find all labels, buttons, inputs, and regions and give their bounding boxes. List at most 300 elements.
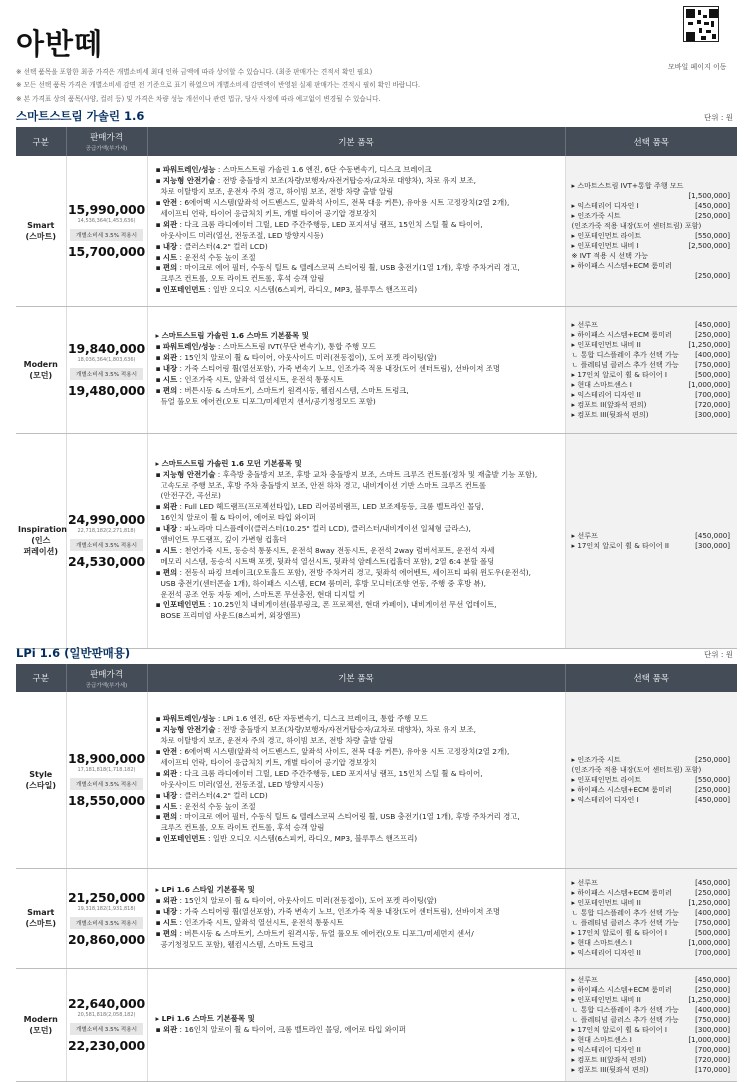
basic-item-text: : 인조가죽 시트, 앞좌석 열선시트, 운전석 통풍시트 (177, 918, 344, 927)
option-price: [720,000] (695, 1054, 730, 1064)
basic-item-text: : 가죽 스티어링 휠(열선포함), 가죽 변속기 노브, 인조가죽 적용 내장(도어 센터트림), 선바이저 조명 (177, 364, 501, 374)
price-value: 24,990,000 (67, 512, 146, 527)
basic-item (156, 524, 559, 535)
qr-caption: 모바일 페이지 이동 (668, 63, 727, 71)
trim-name-line: Smart (27, 220, 55, 230)
option-name: ▸ 인포테인먼트 라이트 (571, 774, 642, 784)
option-name: ▸ 인포테인먼트 내비 II (571, 898, 641, 907)
trim-name-line: Modern (23, 359, 58, 369)
option-item (572, 400, 731, 410)
option-name: ▸ 선루프 (571, 319, 598, 329)
option-item (572, 410, 731, 420)
option-price: [700,000] (695, 389, 730, 399)
basic-item (156, 331, 559, 342)
unit-label: 단위 : 원 (703, 113, 733, 122)
option-price: [700,000] (695, 1044, 730, 1054)
trim-name-line: (스마트) (25, 919, 56, 928)
trim-row (16, 868, 737, 968)
option-item (572, 320, 731, 330)
basic-item (156, 176, 559, 187)
basic-item-text: USB 충전기(센터콘솔 1개), 하이패스 시스템, ECM 룸미러, 후방 모니터(조향 연동, 주행 중 후방 뷰), (160, 578, 487, 588)
price-value: 18,900,000 (67, 751, 146, 767)
option-name: ▸ 현대 스마트센스 I (571, 1034, 632, 1044)
basic-item-category: 지능형 안전기술 (162, 176, 216, 186)
option-items (565, 968, 737, 1081)
price-cell (66, 306, 147, 433)
option-items (565, 868, 737, 968)
basic-item (156, 397, 559, 408)
option-item (572, 975, 731, 985)
bullet: ▪ (155, 545, 163, 555)
trim-row (16, 306, 737, 433)
option-item (572, 191, 731, 201)
header-price (66, 664, 147, 692)
bullet: ▸ (155, 331, 162, 341)
trim-name (16, 433, 66, 648)
option-item (572, 1035, 731, 1045)
basic-item-category: 외관 (162, 219, 178, 229)
option-price: [450,000] (695, 530, 730, 540)
tax-price-value: 24,530,000 (67, 554, 146, 569)
option-item (572, 380, 731, 390)
basic-item-text: 16인치 알로이 휠 & 타이어, 에어로 타입 와이퍼 (160, 513, 316, 523)
header-price-label: 판매가격 (90, 133, 123, 143)
basic-item (156, 253, 559, 264)
bullet: ▪ (155, 725, 163, 735)
option-price: [250,000] (695, 984, 730, 994)
price-cell (66, 968, 147, 1081)
basic-item-category: LPi 1.6 스타일 기본품목 및 (161, 885, 255, 895)
header-price-sub: 공급가액(부가세) (85, 682, 128, 689)
qr-code-icon[interactable] (683, 6, 719, 42)
basic-item-category: 외관 (162, 896, 178, 906)
option-name: ▸ 17인치 알로이 휠 & 타이어 II (571, 540, 670, 550)
basic-item (156, 590, 559, 601)
tax-label: 개별소비세 3.5% 적용시 (70, 1023, 143, 1035)
option-name: ▸ 컴포트 III(뒷좌석 편의) (571, 409, 649, 419)
option-items (565, 433, 737, 648)
basic-item-category: 지능형 안전기술 (162, 469, 216, 479)
bullet: ▪ (155, 928, 163, 938)
price-table (16, 664, 737, 1082)
basic-item-category: 인포테인먼트 (162, 285, 206, 295)
trim-name-line: 퍼레이션) (23, 547, 59, 556)
header-options: 선택 품목 (565, 127, 737, 156)
option-price: [250,000] (695, 270, 730, 280)
option-item (572, 765, 731, 775)
trim-name-line: (스타일) (25, 780, 56, 790)
option-price: [750,000] (695, 359, 730, 369)
trim-name-line: (인스 (31, 536, 51, 545)
bullet: ▪ (155, 176, 163, 186)
basic-item (156, 220, 559, 231)
option-item (572, 928, 731, 938)
option-name: ㄴ 플레티넘 클러스 추가 선택 가능 (571, 918, 679, 927)
header-options: 선택 품목 (565, 664, 737, 692)
option-name: ▸ 인포테인먼트 내비 II (571, 994, 641, 1004)
note: ※ 본 가격표 상의 품목(사양, 컬러 등) 및 가격은 차량 성능 개선이나 관련 법규, 당사 사정에 따라 예고없이 변경될 수 있습니다. (16, 94, 381, 103)
option-item (572, 231, 731, 241)
basic-item-category: 스마트스트림 가솔린 1.6 스마트 기본품목 및 (161, 331, 309, 341)
basic-item (156, 263, 559, 274)
basic-item-category: 시트 (162, 545, 178, 555)
trim-name (16, 306, 66, 433)
bullet: ▪ (155, 790, 163, 800)
basic-item (156, 274, 559, 285)
basic-item-text: (안전구간, 곡선로) (160, 491, 221, 501)
bullet: ▪ (155, 285, 163, 295)
basic-item-category: LPi 1.6 스마트 기본품목 및 (161, 1013, 255, 1023)
header-grade: 구분 (16, 127, 66, 156)
trim-row (16, 433, 737, 648)
supply-value: 19,318,182(1,931,818) (77, 905, 136, 912)
option-item (572, 1045, 731, 1055)
option-price: [1,250,000] (688, 994, 730, 1004)
option-price: [250,000] (695, 210, 730, 220)
option-item (572, 251, 731, 261)
tax-label: 개별소비세 3.5% 적용시 (70, 229, 143, 241)
basic-item (156, 481, 559, 492)
basic-item (156, 747, 559, 758)
basic-item-text: : 마이크로 에어 필터, 수동식 틸트 & 텔레스코픽 스티어링 휠, USB 충전기(1열 1개), 후방 주차거리 경고, (177, 263, 520, 273)
option-item (572, 541, 731, 551)
basic-items (147, 868, 565, 968)
option-name: ▸ 17인치 알로이 휠 & 타이어 I (571, 928, 667, 937)
basic-item-category: 안전 (162, 747, 178, 757)
option-item (572, 888, 731, 898)
basic-item-text: : 운전석 수동 높이 조절 (177, 801, 256, 811)
basic-item-text: 메모리 시스템, 동승석 시트백 포켓, 뒷좌석 열선시트, 뒷좌석 암레스트(컵홀더 포함), 2열 6:4 분할 폴딩 (160, 556, 495, 566)
option-price: [1,000,000] (688, 379, 730, 389)
bullet: ▸ (155, 458, 162, 468)
price-value: 21,250,000 (67, 889, 146, 905)
option-price: [300,000] (695, 1024, 730, 1034)
basic-item-category: 편의 (162, 812, 178, 822)
basic-item (156, 375, 559, 386)
basic-item-text: 아웃사이드 미러(열선, 전동조절, LED 방향지시등) (160, 230, 324, 240)
option-item (572, 1025, 731, 1035)
option-item (572, 201, 731, 211)
price-table (16, 127, 737, 649)
bullet: ▪ (155, 165, 163, 175)
basic-item (156, 470, 559, 481)
bullet: ▸ (155, 885, 162, 895)
option-name: ▸ 컴포트 III(뒷좌석 편의) (571, 1064, 649, 1074)
bullet: ▪ (155, 896, 163, 906)
option-item (572, 918, 731, 928)
basic-item (156, 1025, 559, 1036)
option-name: ▸ 인조가죽 시트 (571, 754, 621, 764)
option-item (572, 775, 731, 785)
basic-item-category: 파워트레인/성능 (162, 342, 216, 352)
option-items (565, 306, 737, 433)
basic-item (156, 736, 559, 747)
basic-item (156, 780, 559, 791)
bullet: ▪ (155, 1024, 163, 1034)
trim-name-line: Smart (27, 908, 55, 917)
basic-item-category: 파워트레인/성능 (162, 714, 216, 724)
basic-item (156, 918, 559, 929)
tax-price-value: 20,860,000 (67, 931, 146, 947)
option-item (572, 261, 731, 271)
basic-item-category: 외관 (162, 1024, 178, 1034)
basic-item-category: 내장 (162, 790, 178, 800)
option-name: ▸ 인포테인먼트 라이트 (571, 230, 642, 240)
option-price: [250,000] (695, 784, 730, 794)
trim-name-line: Style (29, 769, 53, 779)
trim-name-line: Modern (23, 1014, 58, 1024)
basic-item-text: 크루즈 컨트롤, 오토 라이트 컨트롤, 후석 승객 알림 (160, 823, 325, 833)
basic-item (156, 187, 559, 198)
basic-item-text: 세이프티 언락, 타이어 응급처치 키트, 개별 타이어 공기압 경보장치 (160, 757, 377, 767)
option-name: ㄴ 플레티넘 클러스 추가 선택 가능 (571, 1014, 679, 1024)
basic-item-text: 세이프티 언락, 타이어 응급처치 키트, 개별 타이어 공기압 경보장치 (160, 208, 377, 218)
tax-label: 개별소비세 3.5% 적용시 (70, 778, 143, 790)
basic-item (156, 342, 559, 353)
supply-value: 18,036,364(1,803,636) (77, 357, 136, 363)
option-item (572, 948, 731, 958)
price-cell (66, 692, 147, 868)
option-price: [700,000] (695, 948, 730, 957)
bullet: ▪ (155, 812, 163, 822)
bullet: ▪ (155, 241, 163, 251)
basic-item-category: 내장 (162, 241, 178, 251)
basic-item-category: 내장 (162, 524, 178, 534)
option-item (572, 390, 731, 400)
option-items (565, 692, 737, 868)
basic-items (147, 433, 565, 648)
option-item (572, 1005, 731, 1015)
option-name: ▸ 인포테인먼트 내비 II (571, 339, 641, 349)
basic-items (147, 968, 565, 1081)
trim-name-line: Inspiration (18, 525, 68, 534)
option-price: [400,000] (695, 349, 730, 359)
header-price-label: 판매가격 (90, 669, 123, 680)
basic-item (156, 725, 559, 736)
basic-item-category: 편의 (162, 263, 178, 273)
header-basic: 기본 품목 (147, 127, 565, 156)
basic-item-category: 인포테인먼트 (162, 834, 206, 844)
basic-item (156, 209, 559, 220)
tax-price-value: 15,700,000 (67, 244, 146, 260)
option-name: ㄴ 통합 디스플레이 추가 선택 가능 (571, 908, 679, 917)
basic-item-category: 외관 (162, 502, 178, 512)
basic-item-category: 편의 (162, 567, 178, 577)
bullet: ▪ (155, 768, 163, 778)
basic-item-text: : 10.25인치 내비게이션(블루링크, 폰 프로젝션, 현대 카페이), 내비게이션 무선 업데이트, (205, 600, 497, 610)
bullet: ▸ (155, 1013, 162, 1023)
basic-item-category: 편의 (162, 385, 178, 395)
option-name: ▸ 선루프 (571, 974, 598, 984)
basic-item (156, 364, 559, 375)
basic-item (156, 535, 559, 546)
tax-label: 개별소비세 3.5% 적용시 (70, 539, 143, 551)
basic-item (156, 285, 559, 296)
option-price: [1,000,000] (688, 1034, 730, 1044)
option-name: ▸ 컴포트 II(앞좌석 편의) (571, 399, 647, 409)
option-price: [720,000] (695, 399, 730, 409)
price-cell (66, 156, 147, 306)
basic-item-category: 시트 (162, 918, 178, 927)
header-basic: 기본 품목 (147, 664, 565, 692)
option-item (572, 241, 731, 251)
option-price: [500,000] (695, 928, 730, 937)
basic-item (156, 546, 559, 557)
basic-item-text: : 클러스터(4.2" 컬러 LCD) (177, 241, 268, 251)
trim-name-line: (모던) (29, 370, 53, 380)
basic-item (156, 885, 559, 896)
header-grade: 구분 (16, 664, 66, 692)
basic-item (156, 611, 559, 622)
basic-item-text: : 천연가죽 시트, 동승석 통풍시트, 운전석 8way 전동시트, 운전석 2way 럼버서포트, 운전석 자세 (177, 545, 495, 555)
option-name: ▸ 인조가죽 시트 (571, 210, 621, 220)
header-price-sub: 공급가액(부가세) (85, 146, 128, 152)
bullet: ▪ (155, 469, 163, 479)
option-price: [450,000] (695, 974, 730, 984)
option-name: ▸ 하이패스 시스템+ECM 룸미러 (571, 329, 672, 339)
basic-item-category: 내장 (162, 364, 178, 374)
basic-item-text: 차로 이탈방지 보조, 운전자 주의 경고, 하이빔 보조, 전방 차량 출발 알림 (160, 187, 394, 197)
basic-item-category: 파워트레인/성능 (162, 165, 216, 175)
option-price: [750,000] (695, 918, 730, 927)
notes (16, 66, 656, 106)
option-item (572, 1055, 731, 1065)
trim-name (16, 968, 66, 1081)
bullet: ▪ (155, 801, 163, 811)
basic-item (156, 579, 559, 590)
option-item (572, 370, 731, 380)
tax-price-value: 22,230,000 (67, 1038, 146, 1053)
option-name: ▸ 스마트스트림 IVT+통합 주행 모드 (571, 180, 684, 190)
basic-item (156, 231, 559, 242)
basic-item-text: : 버튼시동 & 스마트키, 스마트키 원격시동, 웰컴시스템, 스마트 트렁크, (177, 385, 409, 395)
bullet: ▪ (155, 353, 163, 363)
option-name: ▸ 하이패스 시스템+ECM 룸미러 (571, 888, 672, 897)
bullet: ▪ (155, 252, 163, 262)
basic-item (156, 459, 559, 470)
basic-item (156, 834, 559, 845)
option-name: ▸ 하이패스 시스템+ECM 룸미러 (571, 784, 672, 794)
page-title: 아반떼 (16, 27, 104, 61)
supply-value: 17,181,818(1,718,182) (77, 767, 136, 774)
option-name: ▸ 익스테리어 디자인 I (571, 794, 639, 804)
trim-row (16, 156, 737, 306)
basic-item-text: : 16인치 알로이 휠 & 타이어, 크롬 벨트라인 몰딩, 에어로 타입 와이퍼 (177, 1024, 407, 1034)
basic-item-text: : 인조가죽 시트, 앞좌석 열선시트, 운전석 통풍시트 (177, 374, 344, 384)
option-item (572, 995, 731, 1005)
bullet: ▪ (155, 747, 163, 757)
option-item (572, 878, 731, 888)
basic-item-text: : 15인치 알로이 휠 & 타이어, 아웃사이드 미러(전동접이), 도어 포켓 라이팅(앞) (177, 896, 437, 906)
option-name: ▸ 현대 스마트센스 I (571, 379, 632, 389)
option-price: [1,250,000] (688, 339, 730, 349)
trim-row (16, 692, 737, 868)
option-price: [500,000] (695, 369, 730, 379)
basic-item-text: 앰비언트 무드램프, 깊이 가변형 컵홀더 (160, 535, 287, 545)
option-name: ▸ 선루프 (571, 530, 598, 540)
basic-item (156, 758, 559, 769)
supply-value: 20,581,818(2,058,182) (77, 1012, 136, 1018)
option-price: [1,500,000] (688, 190, 730, 200)
basic-item-category: 외관 (162, 768, 178, 778)
supply-value: 14,536,364(1,453,636) (77, 218, 136, 225)
option-price: [550,000] (695, 774, 730, 784)
basic-item-text: : 6에어백 시스템(앞좌석 어드밴스드, 앞좌석 사이드, 전복 대응 커튼), 유아용 시트 고정장치(2열 2개), (177, 747, 510, 757)
option-items (565, 156, 737, 306)
trim-name (16, 868, 66, 968)
basic-item-text: : 가죽 스티어링 휠(열선포함), 가죽 변속기 노브, 인조가죽 적용 내장(도어 센터트림), 선바이저 조명 (177, 907, 501, 917)
basic-item-text: 고속도로 주행 보조, 후방 주차 충돌방지 보조, 안전 하차 경고, 내비게이션 기반 스마트 크루즈 컨트롤 (160, 480, 487, 490)
price-cell (66, 868, 147, 968)
option-name: ㄴ 플레티넘 클러스 추가 선택 가능 (571, 359, 679, 369)
basic-item (156, 242, 559, 253)
bullet: ▪ (155, 524, 163, 534)
basic-item-text: : 다크 크롬 라디에이터 그릴, LED 주간주행등, LED 포지셔닝 램프, 15인치 스틸 휠 & 타이어, (177, 768, 483, 778)
option-price: [550,000] (695, 230, 730, 240)
bullet: ▪ (155, 385, 163, 395)
basic-item (156, 769, 559, 780)
basic-item-text: : 전방 충돌방지 보조(차량/보행자/자전거탑승자/교차로 대향차), 차로 유지 보조, (215, 176, 476, 186)
basic-items (147, 692, 565, 868)
price-cell (66, 433, 147, 648)
option-item (572, 360, 731, 370)
basic-item-category: 내장 (162, 907, 178, 917)
option-name: ▸ 17인치 알로이 휠 & 타이어 I (571, 1024, 667, 1034)
bullet: ▪ (155, 502, 163, 512)
option-price: [400,000] (695, 908, 730, 917)
option-item (572, 181, 731, 191)
basic-item-text: 아웃사이드 미러(열선, 전동조절, LED 방향지시등) (160, 779, 324, 789)
option-price: [450,000] (695, 878, 730, 887)
basic-item-category: 인포테인먼트 (162, 600, 206, 610)
tax-label: 개별소비세 3.5% 적용시 (70, 917, 143, 929)
tax-price-value: 18,550,000 (67, 793, 146, 809)
option-price: [450,000] (695, 200, 730, 210)
option-item (572, 1015, 731, 1025)
option-name: ▸ 17인치 알로이 휠 & 타이어 I (571, 369, 667, 379)
option-name: ▸ 익스테리어 디자인 II (571, 1044, 641, 1054)
option-item (572, 898, 731, 908)
header-price (66, 127, 147, 156)
price-value: 22,640,000 (67, 996, 146, 1011)
price-value: 19,840,000 (67, 341, 146, 356)
basic-item (156, 823, 559, 834)
option-item (572, 330, 731, 340)
option-item (572, 340, 731, 350)
basic-item (156, 940, 559, 951)
trim-name (16, 692, 66, 868)
bullet: ▪ (155, 907, 163, 917)
bullet: ▪ (155, 219, 163, 229)
option-name: ▸ 익스테리어 디자인 I (571, 200, 639, 210)
basic-item-category: 시트 (162, 374, 178, 384)
option-item (572, 755, 731, 765)
note: ※ 선택 품목을 포함한 최종 가격은 개별소비세 최대 인하 금액에 따라 상이할 수 있습니다. (최종 판매가는 견적서 확인 필요) (16, 68, 373, 76)
option-price: [1,250,000] (688, 898, 730, 907)
section-title: 스마트스트림 가솔린 1.6 (16, 109, 145, 123)
option-name: ㄴ 통합 디스플레이 추가 선택 가능 (571, 1004, 679, 1014)
basic-item-text: : 전동식 파킹 브레이크(오토홀드 포함), 전방 주차거리 경고, 뒷좌석 에어벤트, 세이프티 파워 윈도우(운전석), (177, 567, 531, 577)
option-price: [750,000] (695, 1014, 730, 1024)
basic-items (147, 306, 565, 433)
option-item (572, 531, 731, 541)
basic-item-category: 안전 (162, 198, 178, 208)
basic-item (156, 386, 559, 397)
basic-item (156, 907, 559, 918)
option-name: ㄴ 통합 디스플레이 추가 선택 가능 (571, 349, 679, 359)
trim-row (16, 968, 737, 1081)
bullet: ▪ (155, 342, 163, 352)
